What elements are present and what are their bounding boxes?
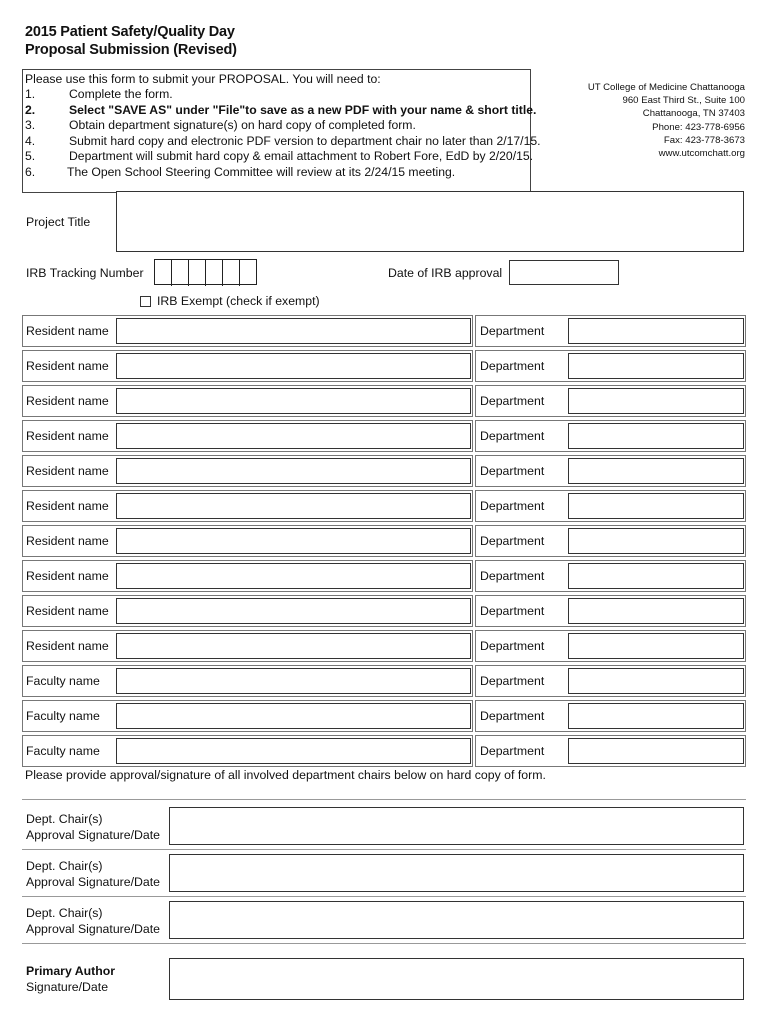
department-label: Department [480, 604, 545, 618]
dept-chair-label: Dept. Chair(s) [26, 906, 103, 920]
divider [22, 896, 746, 897]
department-input[interactable] [568, 388, 744, 414]
resident-name-label: Resident name [26, 534, 109, 548]
address-line: Chattanooga, TN 37403 [642, 108, 745, 120]
department-input[interactable] [568, 598, 744, 624]
approval-signature-label: Approval Signature/Date [26, 828, 160, 842]
page-title: 2015 Patient Safety/Quality Day [25, 24, 235, 40]
department-label: Department [480, 394, 545, 408]
dept-chair-signature-field[interactable] [169, 807, 744, 845]
dept-chair-signature-field[interactable] [169, 854, 744, 892]
department-input[interactable] [568, 633, 744, 659]
instruction-text: Select "SAVE AS" under "File"to save as a new PDF with your name & short title. [69, 102, 537, 117]
instruction-number: 6. [25, 164, 36, 179]
instruction-item [25, 149, 534, 164]
resident-name-input[interactable] [116, 633, 471, 659]
primary-author-sublabel: Signature/Date [26, 980, 109, 994]
faculty-name-label: Faculty name [26, 674, 100, 688]
department-label: Department [480, 359, 545, 373]
page-subtitle: Proposal Submission (Revised) [25, 42, 237, 58]
faculty-name-input[interactable] [116, 703, 471, 729]
address-block [588, 81, 745, 160]
divider [22, 943, 746, 944]
department-input[interactable] [568, 318, 744, 344]
department-input[interactable] [568, 563, 744, 589]
instruction-number: 5. [25, 149, 36, 163]
resident-name-label: Resident name [26, 604, 109, 618]
primary-author-label: Primary Author [26, 964, 116, 978]
instruction-number: 2. [25, 102, 36, 117]
resident-name-label: Resident name [26, 569, 109, 583]
irb-exempt-label: IRB Exempt (check if exempt) [157, 294, 320, 308]
resident-name-label: Resident name [26, 499, 109, 513]
department-input[interactable] [568, 493, 744, 519]
resident-name-label: Resident name [26, 394, 109, 408]
department-input[interactable] [568, 668, 744, 694]
divider [22, 849, 746, 850]
dept-chair-label: Dept. Chair(s) [26, 859, 103, 873]
resident-name-label: Resident name [26, 464, 109, 478]
irb-digit-cell [223, 260, 240, 286]
divider [22, 799, 746, 800]
resident-name-label: Resident name [26, 359, 109, 373]
department-input[interactable] [568, 423, 744, 449]
dept-chair-label: Dept. Chair(s) [26, 812, 103, 826]
department-label: Department [480, 674, 545, 688]
resident-name-input[interactable] [116, 458, 471, 484]
instruction-text: Submit hard copy and electronic PDF version to department chair no later than 2/17/15. [69, 133, 541, 148]
project-title-field[interactable] [116, 191, 744, 252]
faculty-name-input[interactable] [116, 738, 471, 764]
department-label: Department [480, 499, 545, 513]
irb-digit-cell [155, 260, 172, 286]
irb-digit-cell [206, 260, 223, 286]
instruction-item [25, 118, 530, 133]
instruction-text: Department will submit hard copy & email attachment to Robert Fore, EdD by 2/20/15. [69, 149, 534, 163]
resident-name-label: Resident name [26, 639, 109, 653]
irb-tracking-label: IRB Tracking Number [26, 266, 144, 280]
resident-name-input[interactable] [116, 598, 471, 624]
faculty-name-input[interactable] [116, 668, 471, 694]
instruction-text: Obtain department signature(s) on hard copy of completed form. [69, 118, 416, 132]
irb-tracking-field[interactable] [154, 259, 257, 285]
resident-name-input[interactable] [116, 493, 471, 519]
approval-signature-label: Approval Signature/Date [26, 875, 160, 889]
resident-name-input[interactable] [116, 563, 471, 589]
primary-author-signature-field[interactable] [169, 958, 744, 1000]
instruction-text: Complete the form. [69, 87, 173, 101]
department-label: Department [480, 534, 545, 548]
resident-name-input[interactable] [116, 388, 471, 414]
department-label: Department [480, 744, 545, 758]
faculty-name-label: Faculty name [26, 744, 100, 758]
instruction-text: The Open School Steering Committee will review at its 2/24/15 meeting. [67, 164, 456, 179]
instruction-number: 4. [25, 133, 36, 148]
department-input[interactable] [568, 353, 744, 379]
instruction-item [25, 87, 530, 102]
irb-digit-cell [172, 260, 189, 286]
department-label: Department [480, 569, 545, 583]
address-fax: Fax: 423-778-3673 [663, 134, 745, 146]
instructions-intro: Please use this form to submit your PROPOSAL. You will need to: [25, 72, 381, 86]
resident-name-input[interactable] [116, 318, 471, 344]
instruction-number: 1. [25, 87, 36, 101]
address-phone: Phone: 423-778-6956 [652, 121, 745, 133]
resident-name-input[interactable] [116, 423, 471, 449]
resident-name-label: Resident name [26, 429, 109, 443]
resident-name-input[interactable] [116, 353, 471, 379]
resident-name-input[interactable] [116, 528, 471, 554]
dept-chair-signature-field[interactable] [169, 901, 744, 939]
department-label: Department [480, 324, 545, 338]
approval-note: Please provide approval/signature of all involved department chairs below on hard copy of form. [25, 768, 546, 782]
approval-signature-label: Approval Signature/Date [26, 922, 160, 936]
address-line: UT College of Medicine Chattanooga [587, 82, 745, 93]
address-line: 960 East Third St., Suite 100 [622, 95, 745, 107]
department-label: Department [480, 464, 545, 478]
department-label: Department [480, 709, 545, 723]
irb-date-field[interactable] [509, 260, 619, 285]
project-title-label: Project Title [26, 215, 91, 229]
department-input[interactable] [568, 738, 744, 764]
instruction-number: 3. [25, 118, 36, 132]
department-input[interactable] [568, 458, 744, 484]
address-website: www.utcomchatt.org [658, 148, 745, 160]
department-input[interactable] [568, 528, 744, 554]
department-label: Department [480, 429, 545, 443]
department-label: Department [480, 639, 545, 653]
resident-name-label: Resident name [26, 324, 109, 338]
instruction-item [25, 133, 541, 149]
instruction-item [25, 102, 537, 118]
irb-date-label: Date of IRB approval [388, 266, 503, 280]
faculty-name-label: Faculty name [26, 709, 100, 723]
department-input[interactable] [568, 703, 744, 729]
irb-digit-cell [189, 260, 206, 286]
irb-exempt-checkbox[interactable] [140, 296, 151, 307]
instruction-item [25, 165, 530, 180]
